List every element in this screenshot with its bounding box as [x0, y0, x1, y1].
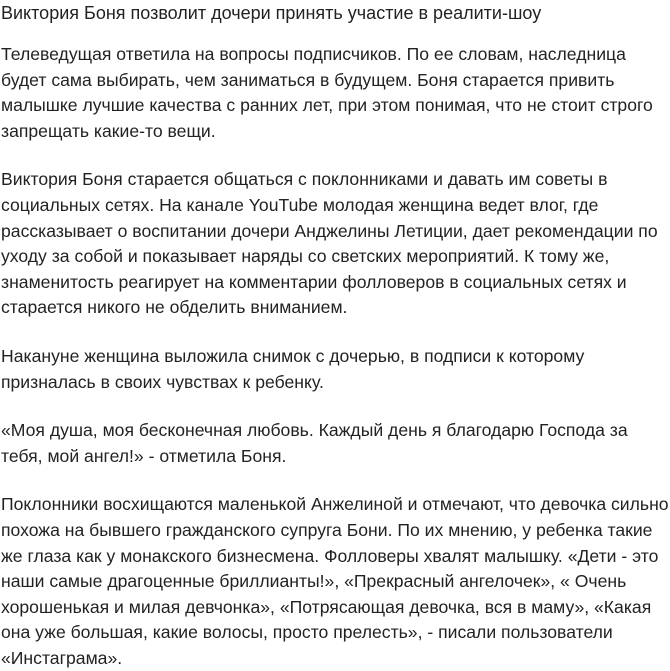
article-paragraph: «Моя душа, моя бесконечная любовь. Каждый день я благодарю Господа за тебя, мой ангел!» - отметила Боня. — [1, 420, 628, 466]
article-paragraph: Накануне женщина выложила снимок с дочерью, в подписи к которому призналась в своих чувствах к ребенку. — [1, 345, 585, 392]
article-paragraph: Телеведущая ответила на вопросы подписчиков. По ее словам, наследница будет сама выбирать, чем заниматься в будущем. Боня старается привить малышке лучшие качества с ранних лет, при этом понимая, что не стоит строго запрещать какие-то вещи. — [1, 44, 653, 141]
article-paragraph: Виктория Боня старается общаться с поклонниками и давать им советы в социальных сетях. На канале YouTube молодая женщина ведет влог, где рассказывает о воспитании дочери Анджелины Летиции, дает рекомендации по уходу за собой и показывает наряды со светских мероприятий. К тому же, знаменитость реагирует на комментарии фолловеров в социальных сетях и старается никого не обделить вниманием. — [1, 169, 658, 318]
article-title: Виктория Боня позволит дочери принять участие в реалити-шоу — [1, 3, 542, 23]
article-paragraph: Поклонники восхищаются маленькой Анжелиной и отмечают, что девочка сильно похожа на бывшего гражданского супруга Бони. По их мнению, у ребенка такие же глаза как у монакского бизнесмена. Фолловеры хвалят малышку. «Дети - это наши самые драгоценные бриллианты!», «Прекрасный ангелочек», « Очень хорошенькая и милая девчонка», «Потрясающая девочка, вся в маму», «Какая она уже большая, какие волосы, просто прелесть», - писали пользователи «Инстаграма». — [1, 494, 669, 668]
